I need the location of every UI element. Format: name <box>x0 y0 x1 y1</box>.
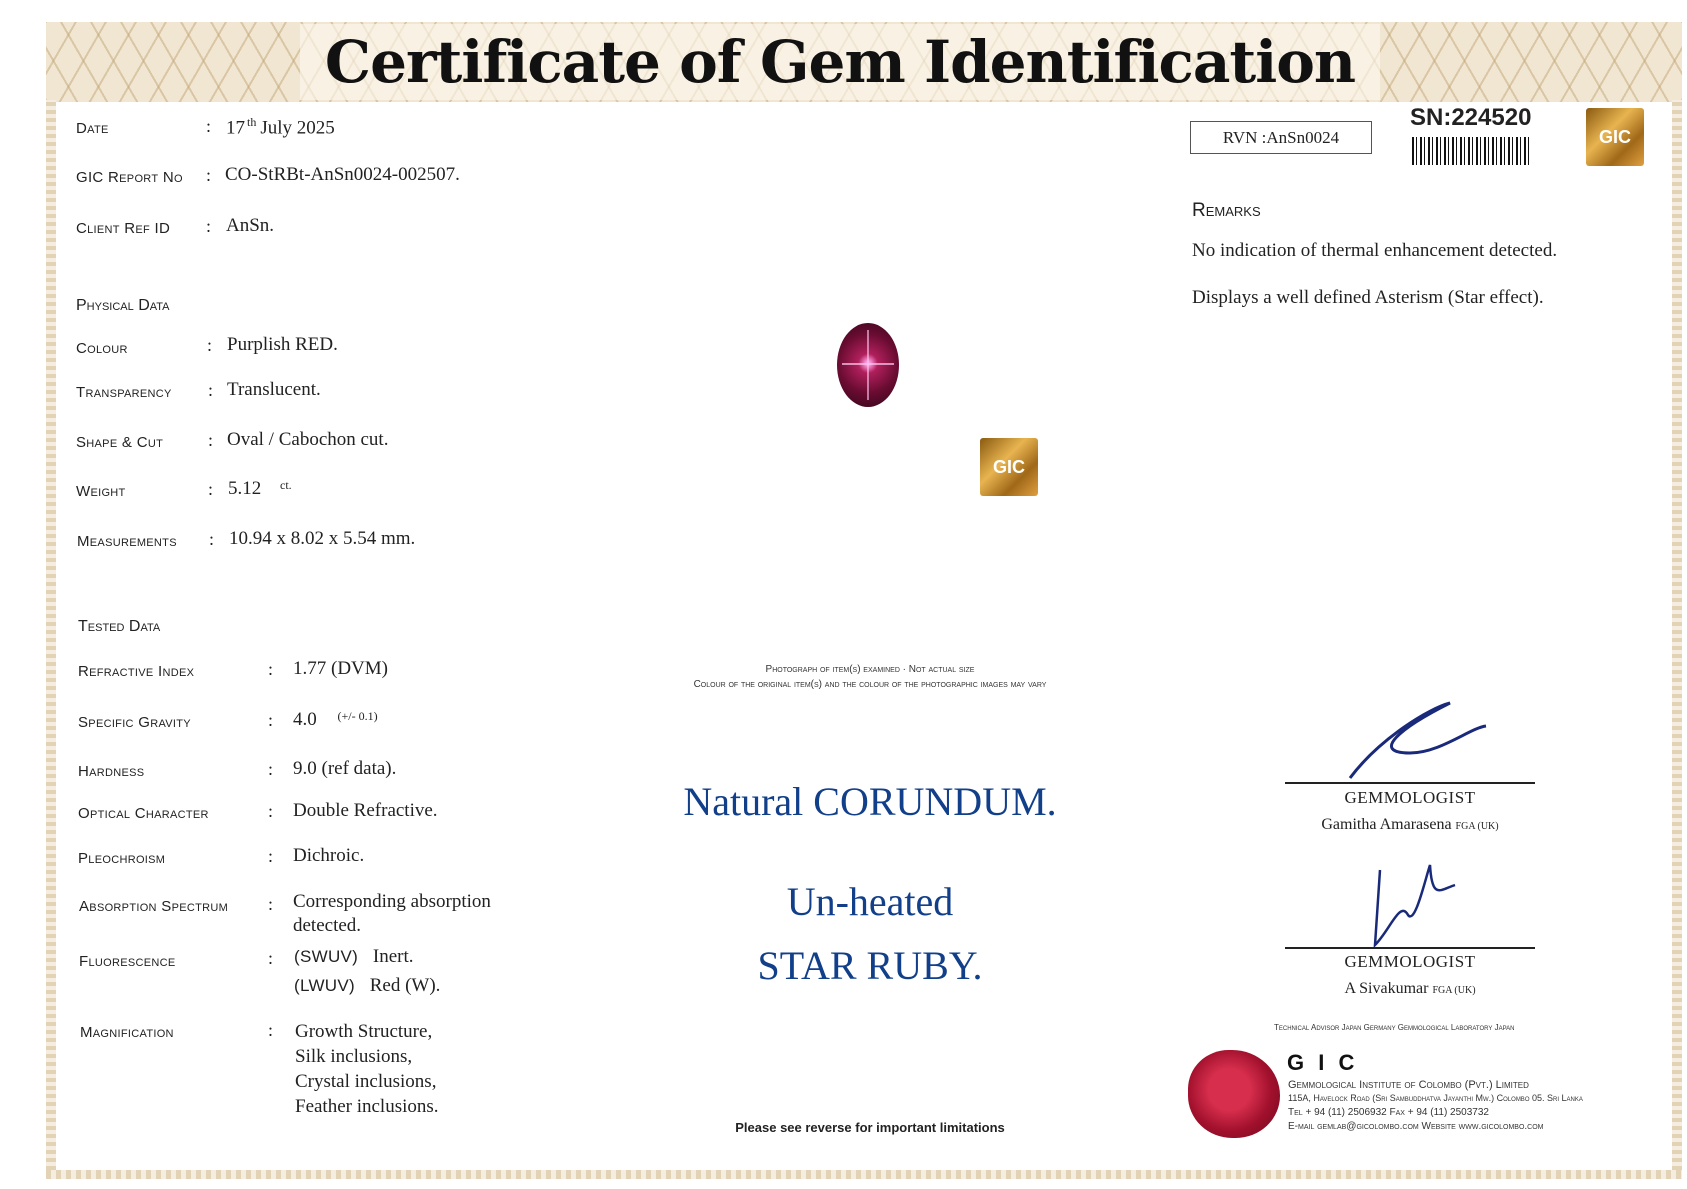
specific-gravity-number: 4.0 <box>293 709 317 730</box>
client-ref-colon: : <box>206 216 212 236</box>
gemmologist-credential: FGA (UK) <box>1432 985 1476 996</box>
weight-label: Weight <box>76 483 126 500</box>
signature-line-2 <box>1285 947 1535 949</box>
hardness-label: Hardness <box>78 763 145 780</box>
pleochroism-label: Pleochroism <box>78 850 166 867</box>
institute-phone: Tel + 94 (11) 2506932 Fax + 94 (11) 2503732 <box>1288 1107 1489 1118</box>
shape-cut-label: Shape & Cut <box>76 434 164 451</box>
optical-character-value: Double Refractive. <box>293 800 438 821</box>
absorption-spectrum-label: Absorption Spectrum <box>79 898 229 915</box>
lwuv-value: Red (W). <box>369 975 441 996</box>
colour-label: Colour <box>76 340 128 357</box>
magnification-line: Crystal inclusions, <box>295 1071 437 1092</box>
gemmologist-name-2 <box>1285 980 1535 998</box>
refractive-index-colon: : <box>268 659 274 679</box>
fluorescence-label: Fluorescence <box>79 953 176 970</box>
serial-number: SN:224520 <box>1410 104 1532 131</box>
gemmologist-name-1 <box>1285 816 1535 834</box>
photo-note-line-1: Photograph of item(s) examined · Not actual size <box>765 664 975 675</box>
optical-character-label: Optical Character <box>78 805 209 822</box>
wax-seal <box>1188 1050 1280 1138</box>
treatment-status: Un-heated <box>786 879 954 924</box>
transparency-value: Translucent. <box>227 379 321 400</box>
absorption-spectrum-value <box>293 890 491 938</box>
swuv-value: Inert. <box>372 946 414 967</box>
absorption-line-2: detected. <box>293 915 362 936</box>
signature-line-1 <box>1285 782 1535 784</box>
gemmologist-name: A Sivakumar <box>1344 980 1429 997</box>
gic-brand: G I C <box>1287 1050 1359 1075</box>
measurements-label: Measurements <box>77 533 177 550</box>
client-ref-label: Client Ref ID <box>76 220 171 237</box>
tested-data-heading: Tested Data <box>78 618 161 635</box>
gemmologist-title-2: GEMMOLOGIST <box>1344 952 1476 971</box>
photo-note-line-2: Colour of the original item(s) and the colour of the photographic images may vary <box>693 679 1047 690</box>
certificate-title: Certificate of Gem Identification <box>300 24 1380 100</box>
client-ref-value: AnSn. <box>226 215 275 236</box>
decorative-border-left <box>46 100 56 1178</box>
variety-name: STAR RUBY. <box>757 943 983 988</box>
weight-colon: : <box>208 479 214 499</box>
date-day: 17 <box>226 117 245 139</box>
specific-gravity-tolerance: (+/- 0.1) <box>337 709 378 723</box>
magnification-line: Growth Structure, <box>295 1021 433 1042</box>
date-month-year: July 2025 <box>260 117 335 139</box>
remarks-heading: Remarks <box>1192 200 1261 221</box>
gemmologist-name: Gamitha Amarasena <box>1321 816 1452 833</box>
pleochroism-value: Dichroic. <box>293 845 365 866</box>
specific-gravity-label: Specific Gravity <box>78 714 191 731</box>
specific-gravity-value <box>293 709 378 731</box>
measurements-value: 10.94 x 8.02 x 5.54 mm. <box>229 528 416 549</box>
technical-advisor-note: Technical Advisor Japan Germany Gemmological Laboratory Japan <box>1274 1023 1515 1032</box>
gic-hologram-seal: GIC <box>980 438 1038 496</box>
decorative-border-bottom <box>46 1170 1682 1179</box>
transparency-colon: : <box>208 380 214 400</box>
fluorescence-colon: : <box>268 948 274 968</box>
magnification-line: Feather inclusions. <box>295 1096 439 1117</box>
weight-unit: ct. <box>280 478 292 492</box>
report-no-label: GIC Report No <box>76 169 183 186</box>
signature-1 <box>1340 698 1490 788</box>
magnification-value <box>295 1019 439 1119</box>
weight-number: 5.12 <box>228 478 262 499</box>
institute-address: 115A, Havelock Road (Sri Sambuddhatva Jayanthi Mw.) Colombo 05. Sri Lanka <box>1288 1093 1583 1103</box>
shape-cut-colon: : <box>208 430 214 450</box>
barcode <box>1412 137 1532 165</box>
magnification-colon: : <box>268 1020 274 1040</box>
date-label: Date <box>76 120 109 137</box>
physical-data-heading: Physical Data <box>76 297 170 314</box>
institute-contact: E-mail gemlab@gicolombo.com Website www.gicolombo.com <box>1288 1121 1544 1132</box>
report-no-colon: : <box>206 165 212 185</box>
species-identification: Natural CORUNDUM. <box>683 779 1057 824</box>
colour-colon: : <box>207 335 213 355</box>
measurements-colon: : <box>209 529 215 549</box>
gemmologist-credential: FGA (UK) <box>1455 821 1499 832</box>
limitations-note: Please see reverse for important limitations <box>735 1120 1005 1135</box>
lwuv-key: (LWUV) <box>294 976 355 995</box>
fluorescence-lwuv <box>294 975 440 997</box>
magnification-label: Magnification <box>80 1024 174 1041</box>
report-no-value: CO-StRBt-AnSn0024-002507. <box>225 164 460 185</box>
refractive-index-value: 1.77 (DVM) <box>293 658 388 679</box>
colour-value: Purplish RED. <box>227 334 338 355</box>
date-colon: : <box>206 116 212 136</box>
refractive-index-label: Refractive Index <box>78 663 195 680</box>
signature-2 <box>1360 860 1460 950</box>
gemmologist-title-1: GEMMOLOGIST <box>1344 788 1476 807</box>
specific-gravity-colon: : <box>268 710 274 730</box>
hardness-value: 9.0 (ref data). <box>293 758 397 779</box>
gic-logo-seal: GIC <box>1586 108 1644 166</box>
optical-character-colon: : <box>268 801 274 821</box>
magnification-line: Silk inclusions, <box>295 1046 413 1067</box>
absorption-spectrum-colon: : <box>268 894 274 914</box>
asterism-ray <box>867 330 869 400</box>
weight-value <box>228 478 292 500</box>
swuv-key: (SWUV) <box>294 947 359 966</box>
transparency-label: Transparency <box>76 384 172 401</box>
rvn-box: RVN :AnSn0024 <box>1190 121 1372 154</box>
pleochroism-colon: : <box>268 846 274 866</box>
date-suffix: th <box>247 115 257 129</box>
fluorescence-swuv <box>294 946 414 968</box>
date-value <box>226 115 335 139</box>
remarks-line-1: No indication of thermal enhancement detected. <box>1192 240 1558 261</box>
institute-name: Gemmological Institute of Colombo (Pvt.) Limited <box>1288 1079 1529 1091</box>
absorption-line-1: Corresponding absorption <box>293 891 491 912</box>
shape-cut-value: Oval / Cabochon cut. <box>227 429 389 450</box>
hardness-colon: : <box>268 759 274 779</box>
decorative-border-right <box>1672 100 1682 1178</box>
remarks-line-2: Displays a well defined Asterism (Star effect). <box>1192 287 1544 308</box>
